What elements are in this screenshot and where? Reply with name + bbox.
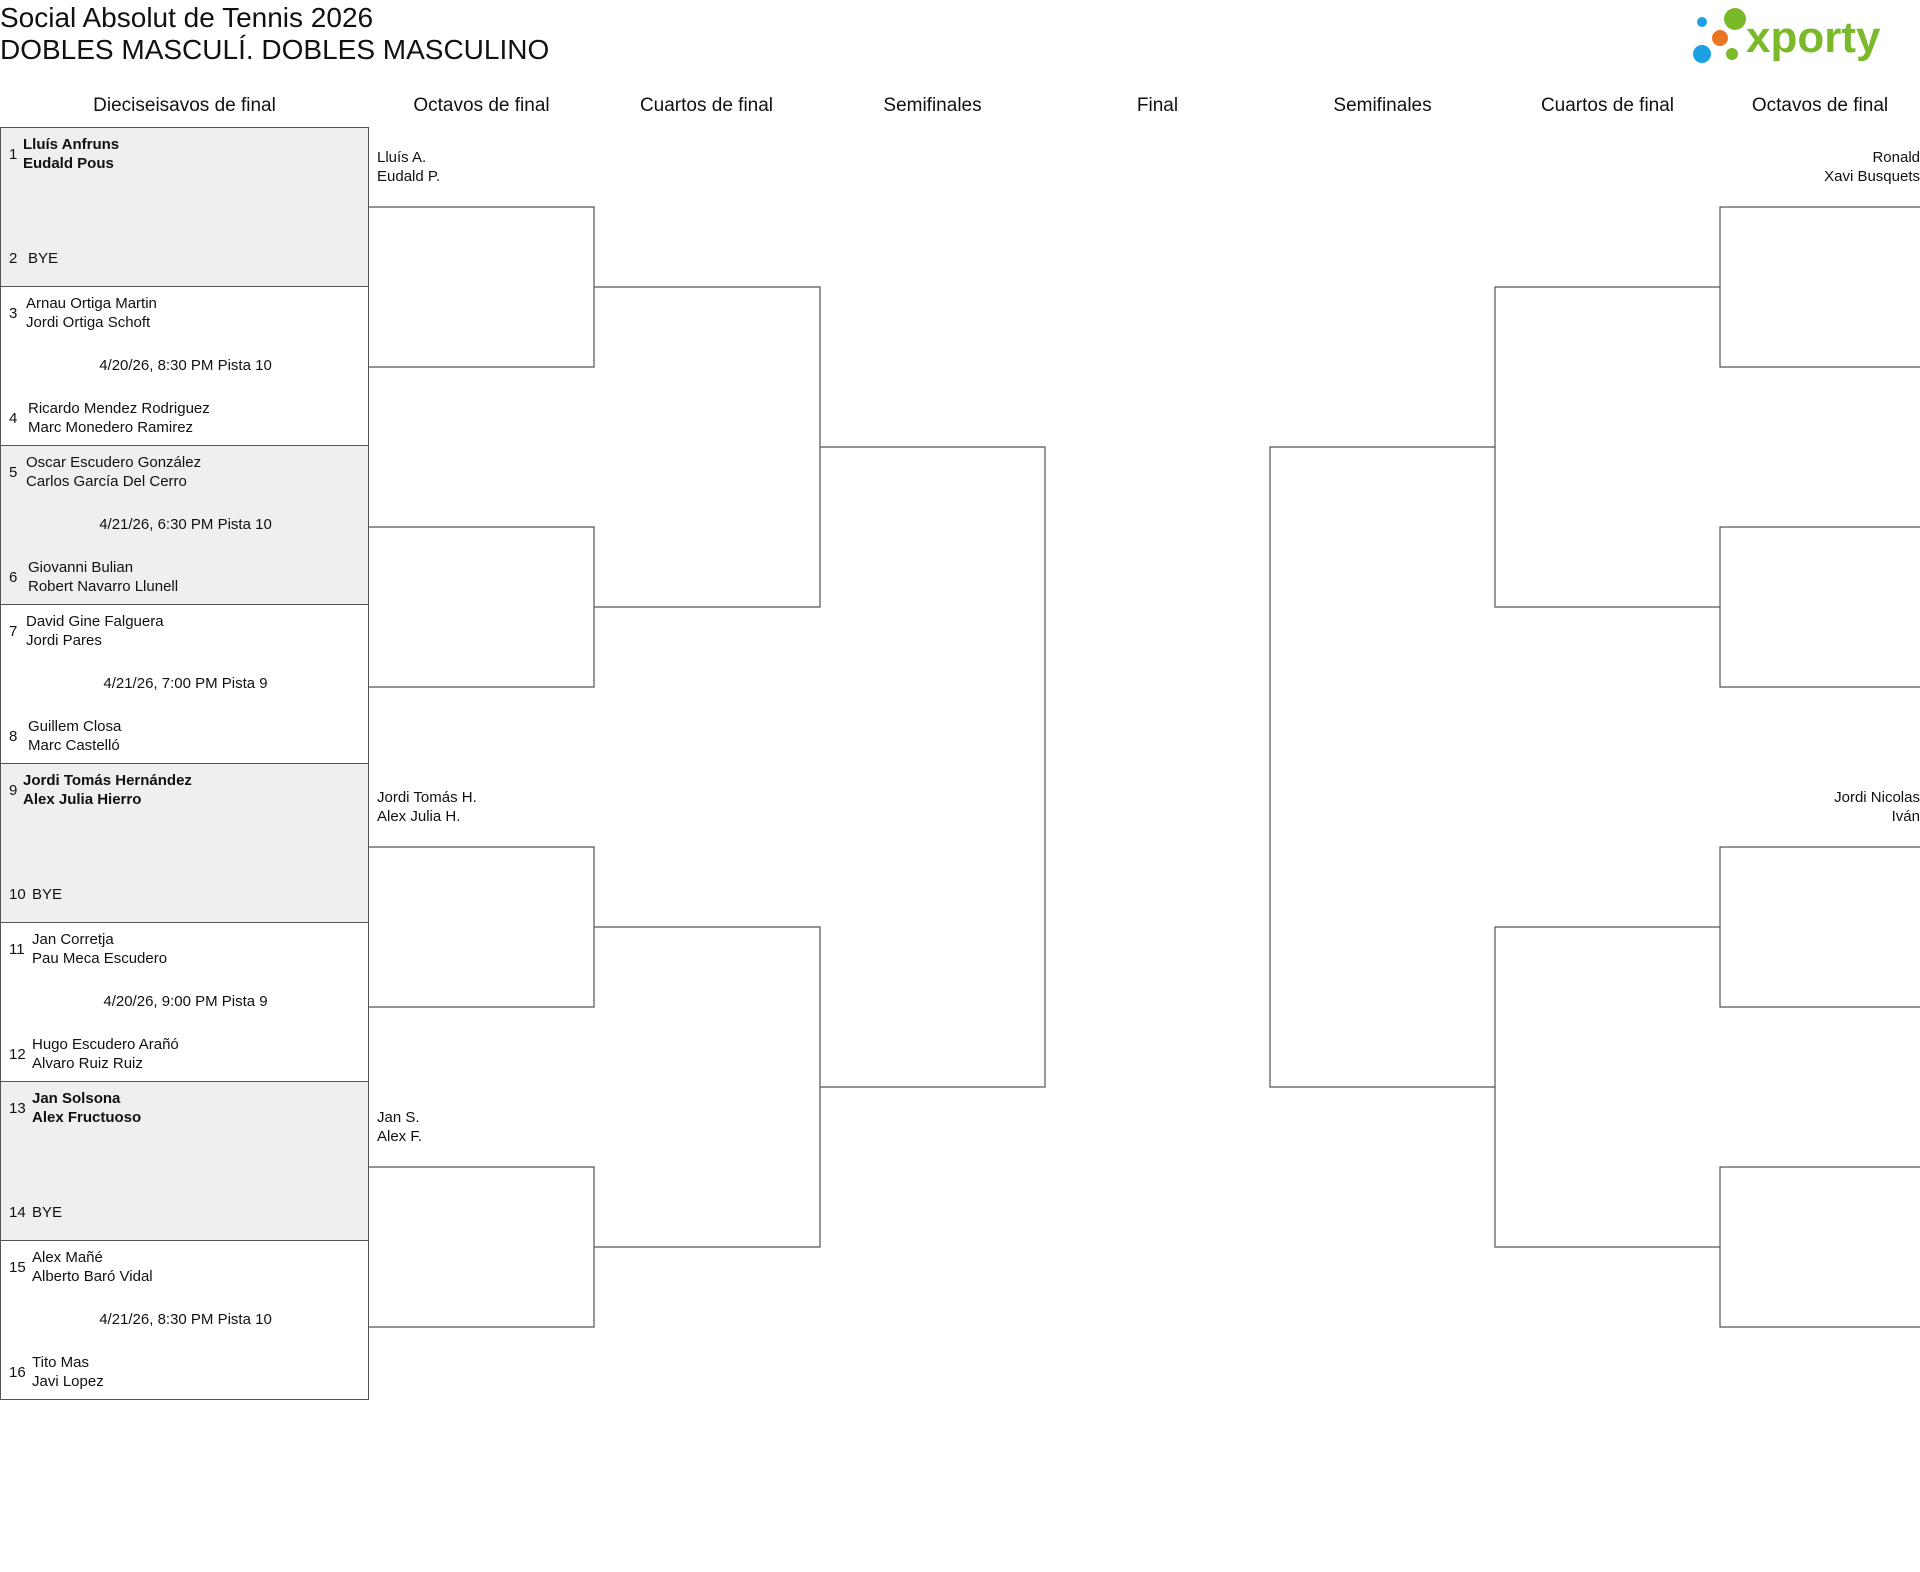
seed-number: 10	[9, 886, 26, 903]
advance-player-2: Alex F.	[377, 1128, 423, 1145]
advance-player-2: Xavi Busquets	[1824, 168, 1920, 185]
player-name: Alex Mañé	[32, 1249, 103, 1266]
seed-number: 6	[9, 569, 18, 586]
round-header-r32: Dieciseisavos de final	[93, 95, 276, 116]
bracket-qf-box-right-1	[1495, 287, 1720, 607]
bracket-qf-box-2	[594, 927, 820, 1247]
bracket-r16-box-right-2	[1720, 527, 1920, 687]
player-name: Hugo Escudero Arañó	[32, 1036, 179, 1053]
player-name: Oscar Escudero González	[26, 454, 202, 471]
seed-number: 1	[9, 146, 18, 163]
player-name: Alberto Baró Vidal	[32, 1268, 153, 1285]
seed-number: 8	[9, 728, 18, 745]
player-name: Carlos García Del Cerro	[26, 473, 187, 490]
advance-player-1: Jordi Tomás H.	[377, 789, 477, 806]
player-name: Jordi Pares	[26, 632, 102, 649]
advance-player-2: Alex Julia H.	[377, 808, 461, 825]
seed-number: 11	[9, 941, 25, 958]
seed-number: 16	[9, 1364, 26, 1381]
bracket-r16-box-1	[369, 207, 594, 367]
player-name: Alex Julia Hierro	[23, 791, 142, 808]
advance-player-1: Lluís A.	[377, 149, 427, 166]
seed-number: 4	[9, 410, 18, 427]
advance-player-1: Jordi Nicolas	[1834, 789, 1920, 806]
bracket-sf-box	[820, 447, 1045, 1087]
seed-number: 14	[9, 1204, 26, 1221]
round-header-r16-right: Octavos de final	[1751, 95, 1889, 116]
player-name: Tito Mas	[32, 1354, 89, 1371]
bracket-r16-box-3	[369, 847, 594, 1007]
advance-player-2: Iván	[1891, 808, 1920, 825]
player-name: Alex Fructuoso	[32, 1109, 142, 1126]
player-name: Javi Lopez	[32, 1373, 104, 1390]
seed-number: 2	[9, 250, 18, 267]
match-schedule: 4/21/26, 6:30 PM Pista 10	[99, 516, 272, 533]
logo-wordmark: xporty	[1746, 13, 1881, 62]
player-name: Eudald Pous	[23, 155, 114, 172]
round-header-final: Final	[1136, 95, 1179, 116]
player-name: David Gine Falguera	[26, 613, 164, 630]
seed-number: 13	[9, 1100, 26, 1117]
round-header-sf: Semifinales	[883, 95, 982, 116]
round-header-qf: Cuartos de final	[639, 95, 774, 116]
bracket-r16-box-right-4	[1720, 1167, 1920, 1327]
round-header-qf-right: Cuartos de final	[1540, 95, 1675, 116]
tournament-title: Social Absolut de Tennis 2026	[0, 2, 374, 33]
player-name: Pau Meca Escudero	[32, 950, 168, 967]
seed-number: 9	[9, 782, 18, 799]
player-name: BYE	[32, 886, 63, 903]
player-name: Ricardo Mendez Rodriguez	[28, 400, 210, 417]
player-name: Jordi Ortiga Schoft	[26, 314, 151, 331]
player-name: Alvaro Ruiz Ruiz	[32, 1055, 143, 1072]
seed-number: 3	[9, 305, 18, 322]
bracket-sf-box-right	[1270, 447, 1495, 1087]
match-schedule: 4/20/26, 9:00 PM Pista 9	[103, 993, 268, 1010]
player-name: Jan Solsona	[32, 1090, 121, 1107]
seed-number: 7	[9, 623, 18, 640]
player-name: Jan Corretja	[32, 931, 114, 948]
draw-subtitle: DOBLES MASCULÍ. DOBLES MASCULINO	[0, 34, 550, 65]
player-name: Lluís Anfruns	[23, 136, 120, 153]
bracket-r16-box-2	[369, 527, 594, 687]
bracket-r16-box-4	[369, 1167, 594, 1327]
bracket-qf-box-1	[594, 287, 820, 607]
round-header-sf-right: Semifinales	[1333, 95, 1432, 116]
player-name: Jordi Tomás Hernández	[23, 772, 192, 789]
player-name: Guillem Closa	[28, 718, 122, 735]
match-schedule: 4/21/26, 7:00 PM Pista 9	[103, 675, 268, 692]
round-header-r16: Octavos de final	[413, 95, 550, 116]
player-name: Marc Monedero Ramirez	[28, 419, 194, 436]
bracket-r16-box-right-1	[1720, 207, 1920, 367]
player-name: Arnau Ortiga Martin	[26, 295, 157, 312]
match-schedule: 4/21/26, 8:30 PM Pista 10	[99, 1311, 272, 1328]
player-name: Giovanni Bulian	[28, 559, 134, 576]
advance-player-1: Ronald	[1872, 149, 1920, 166]
match-schedule: 4/20/26, 8:30 PM Pista 10	[99, 357, 272, 374]
player-name: Robert Navarro Llunell	[28, 578, 179, 595]
player-name: BYE	[28, 250, 59, 267]
bracket-qf-box-right-2	[1495, 927, 1720, 1247]
seed-number: 5	[9, 464, 18, 481]
player-name: Marc Castelló	[28, 737, 120, 754]
seed-number: 15	[9, 1259, 26, 1276]
bracket-r16-box-right-3	[1720, 847, 1920, 1007]
player-name: BYE	[32, 1204, 63, 1221]
advance-player-2: Eudald P.	[377, 168, 441, 185]
seed-number: 12	[9, 1046, 26, 1063]
advance-player-1: Jan S.	[377, 1109, 420, 1126]
